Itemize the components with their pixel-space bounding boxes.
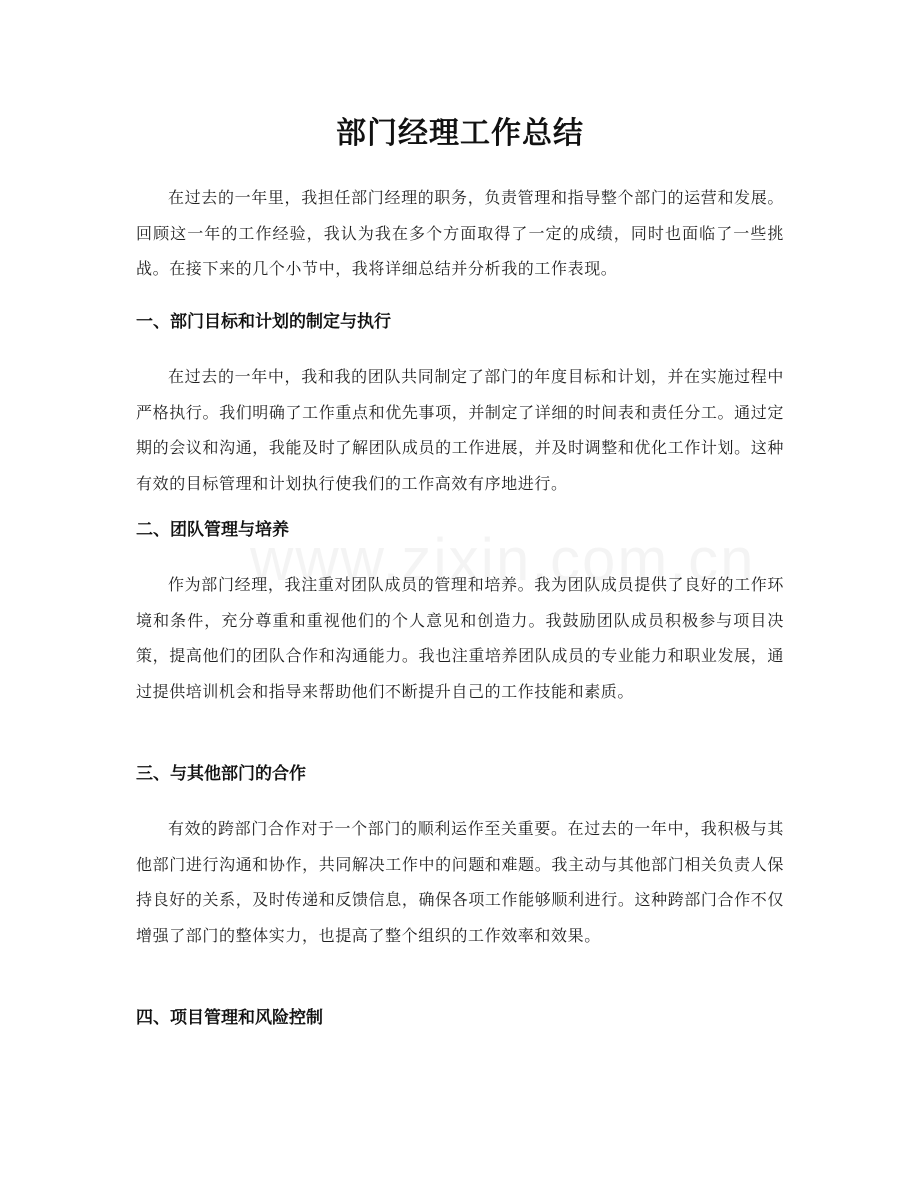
intro-paragraph: 在过去的一年里，我担任部门经理的职务，负责管理和指导整个部门的运营和发展。回顾这一年的工作经验，我认为我在多个方面取得了一定的成绩，同时也面临了一些挑战。在接下来的几个小节中，我将详细总结并分析我的工作表现。 — [136, 188, 784, 278]
section-heading-1: 一、部门目标和计划的制定与执行 — [136, 312, 391, 332]
section-heading-3: 三、与其他部门的合作 — [136, 764, 306, 784]
section-paragraph-3: 有效的跨部门合作对于一个部门的顺利运作至关重要。在过去的一年中，我积极与其他部门进行沟通和协作，共同解决工作中的问题和难题。我主动与其他部门相关负责人保持良好的关系，及时传递和反馈信息，确保各项工作能够顺利进行。这种跨部门合作不仅增强了部门的整体实力，也提高了整个组织的工作效率和效果。 — [136, 819, 784, 945]
section-heading-4: 四、项目管理和风险控制 — [136, 1008, 323, 1028]
section-heading-2: 二、团队管理与培养 — [136, 520, 289, 540]
page-title: 部门经理工作总结 — [336, 116, 584, 151]
section-paragraph-1: 在过去的一年中，我和我的团队共同制定了部门的年度目标和计划，并在实施过程中严格执行。我们明确了工作重点和优先事项，并制定了详细的时间表和责任分工。通过定期的会议和沟通，我能及时了解团队成员的工作进展，并及时调整和优化工作计划。这种有效的目标管理和计划执行使我们的工作高效有序地进行。 — [136, 367, 784, 493]
section-paragraph-2: 作为部门经理，我注重对团队成员的管理和培养。我为团队成员提供了良好的工作环境和条件，充分尊重和重视他们的个人意见和创造力。我鼓励团队成员积极参与项目决策，提高他们的团队合作和沟通能力。我也注重培养团队成员的专业能力和职业发展，通过提供培训机会和指导来帮助他们不断提升自己的工作技能和素质。 — [136, 575, 784, 701]
